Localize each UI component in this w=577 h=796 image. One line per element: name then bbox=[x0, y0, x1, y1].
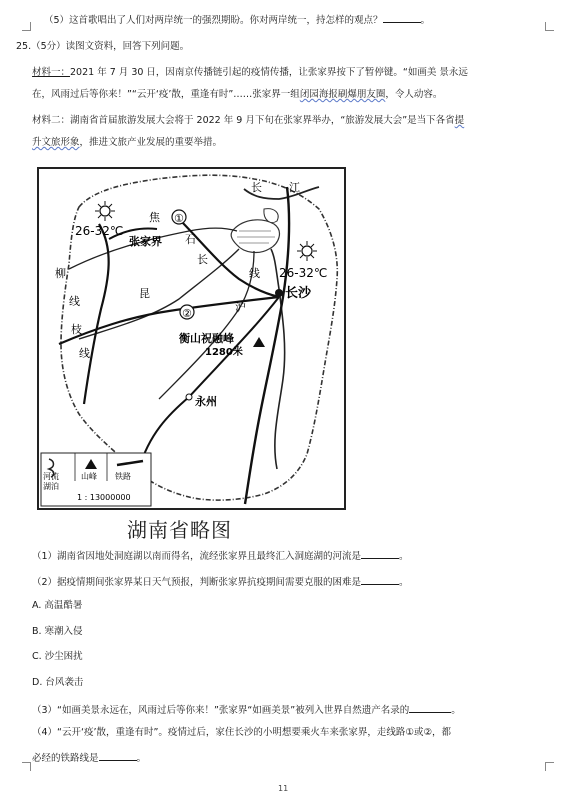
hengshan-label: 衡山祝融峰 bbox=[179, 332, 234, 345]
material-2-text: 湖南省首届旅游发展大会将于 2022 年 9 月下旬在张家界举办，“旅游发展大会”是当下各省 bbox=[70, 115, 455, 126]
material-2-line-2 bbox=[32, 136, 222, 150]
route-2-label: ② bbox=[182, 307, 192, 320]
railway-changsha-yongzhou bbox=[139, 297, 279, 469]
rail-char-jiao: 焦 bbox=[149, 211, 160, 224]
material-1-text-2b: 闭园海报刷爆朋友圈 bbox=[299, 89, 386, 100]
q25-3 bbox=[32, 702, 461, 718]
period: 。 bbox=[451, 705, 461, 716]
rail-char-liu: 柳 bbox=[55, 267, 66, 280]
period: 。 bbox=[420, 15, 431, 26]
rail-char-hu: 沪 bbox=[235, 301, 246, 314]
period: 。 bbox=[136, 753, 147, 764]
hengshan-altitude: 1280米 bbox=[205, 347, 243, 358]
q25-3-text: （3）“如画美景永远在，风雨过后等你来！”张家界“如画美景”被列入世界自然遗产名录的 bbox=[32, 705, 410, 716]
rail-char-zhi: 枝 bbox=[71, 323, 82, 336]
sun-icon-right bbox=[297, 241, 317, 261]
q24-5-text: （5）这首歌唱出了人们对两岸统一的强烈期盼。你对两岸统一，持怎样的观点？ bbox=[44, 15, 383, 26]
answer-blank[interactable] bbox=[361, 574, 399, 585]
railway-jiaoliu bbox=[84, 224, 109, 404]
material-1-line-1 bbox=[32, 66, 468, 80]
page-number: 11 bbox=[278, 784, 289, 793]
q25-4-text: （4）“云开‘疫’散，重逢有时”。疫情过后，家住长沙的小明想要乘火车来张家界，走线路①或②，都 bbox=[32, 727, 451, 738]
xiang-river bbox=[271, 249, 285, 469]
material-1-label: 材料一： bbox=[32, 67, 71, 78]
temp-right-label: 26-32℃ bbox=[279, 266, 328, 280]
option-c[interactable]: C. 沙尘困扰 bbox=[32, 651, 83, 662]
river-char-chang: 长 bbox=[251, 181, 262, 194]
changsha-label: 长沙 bbox=[285, 286, 312, 301]
rail-char-shi: 石 bbox=[185, 233, 196, 246]
hunan-map-svg bbox=[39, 169, 344, 508]
sun-icon-left bbox=[95, 201, 115, 221]
legend-lake-label: 湖泊 bbox=[43, 482, 59, 491]
answer-blank[interactable] bbox=[409, 702, 451, 713]
rail-char-xian-3: 线 bbox=[79, 347, 90, 360]
q25-1 bbox=[32, 548, 409, 564]
period: 。 bbox=[399, 577, 409, 588]
route-1-label: ① bbox=[174, 212, 184, 225]
q25-4-line-1 bbox=[32, 726, 451, 740]
q25-1-text: （1）湖南省因地处洞庭湖以南而得名，流经张家界且最终汇入洞庭湖的河流是 bbox=[32, 551, 362, 562]
hunan-map bbox=[37, 167, 346, 510]
q24-5-line bbox=[44, 12, 430, 28]
legend-rail-label: 铁路 bbox=[115, 472, 131, 481]
map-title: 湖南省略图 bbox=[127, 518, 232, 542]
option-b[interactable]: B. 寒潮入侵 bbox=[32, 626, 83, 637]
temp-left-label: 26-32℃ bbox=[75, 224, 124, 238]
river-char-jiang: 江 bbox=[289, 181, 300, 194]
corner-mark bbox=[22, 22, 31, 31]
answer-blank[interactable] bbox=[383, 12, 421, 23]
hengshan-peak-icon bbox=[253, 337, 265, 347]
corner-mark bbox=[545, 762, 554, 771]
answer-blank[interactable] bbox=[361, 548, 399, 559]
q25-header-text: 25.（5分）读图文资料，回答下列问题。 bbox=[16, 41, 190, 52]
rail-char-xian-2: 线 bbox=[69, 295, 80, 308]
map-legend bbox=[41, 453, 151, 506]
material-2-line-1 bbox=[32, 114, 464, 128]
legend-river-label: 河流 bbox=[43, 472, 59, 481]
corner-mark bbox=[22, 762, 31, 771]
q25-2-text: （2）据疫情期间张家界某日天气预报，判断张家界抗疫期间需要克服的困难是 bbox=[32, 577, 362, 588]
zhangjiajie-label: 张家界 bbox=[129, 235, 162, 248]
material-2-text-tail: 提 bbox=[454, 115, 465, 126]
q25-header bbox=[16, 40, 189, 54]
period: 。 bbox=[399, 551, 409, 562]
material-1-line-2 bbox=[32, 88, 442, 102]
option-d[interactable]: D. 台风袭击 bbox=[32, 677, 84, 688]
material-1-text: 2021 年 7 月 30 日，因南京传播链引起的疫情传播，让张家界按下了暂停键。“如画美 景永远 bbox=[70, 67, 468, 78]
map-scale: 1 : 13000000 bbox=[77, 493, 131, 502]
material-1-text-2a: 在，风雨过后等你来！”“云开‘疫’散，重逢有时”……张家界一组 bbox=[32, 89, 300, 100]
q25-4-line-2 bbox=[32, 750, 146, 766]
material-2-label: 材料二： bbox=[32, 115, 71, 126]
yuan-river bbox=[79, 249, 239, 339]
material-2-text-2b: ，推进文旅产业发展的重要举措。 bbox=[79, 137, 223, 148]
material-1-text-2c: ，令人动容。 bbox=[385, 89, 443, 100]
legend-peak-label: 山峰 bbox=[81, 472, 97, 481]
q25-4-text-2: 必经的铁路线是 bbox=[32, 753, 99, 764]
corner-mark bbox=[545, 22, 554, 31]
rail-char-kun: 昆 bbox=[139, 287, 150, 300]
yongzhou-city-dot bbox=[186, 394, 192, 400]
q25-2 bbox=[32, 574, 409, 590]
rail-char-chang: 长 bbox=[197, 253, 208, 266]
changsha-city-dot bbox=[275, 289, 283, 297]
material-2-text-2a: 升文旅形象 bbox=[32, 137, 80, 148]
answer-blank[interactable] bbox=[99, 750, 137, 761]
rail-char-xian-1: 线 bbox=[249, 267, 260, 280]
yongzhou-label: 永州 bbox=[195, 395, 217, 408]
option-a[interactable]: A. 高温酷暑 bbox=[32, 600, 83, 611]
dongting-lake bbox=[231, 220, 279, 253]
